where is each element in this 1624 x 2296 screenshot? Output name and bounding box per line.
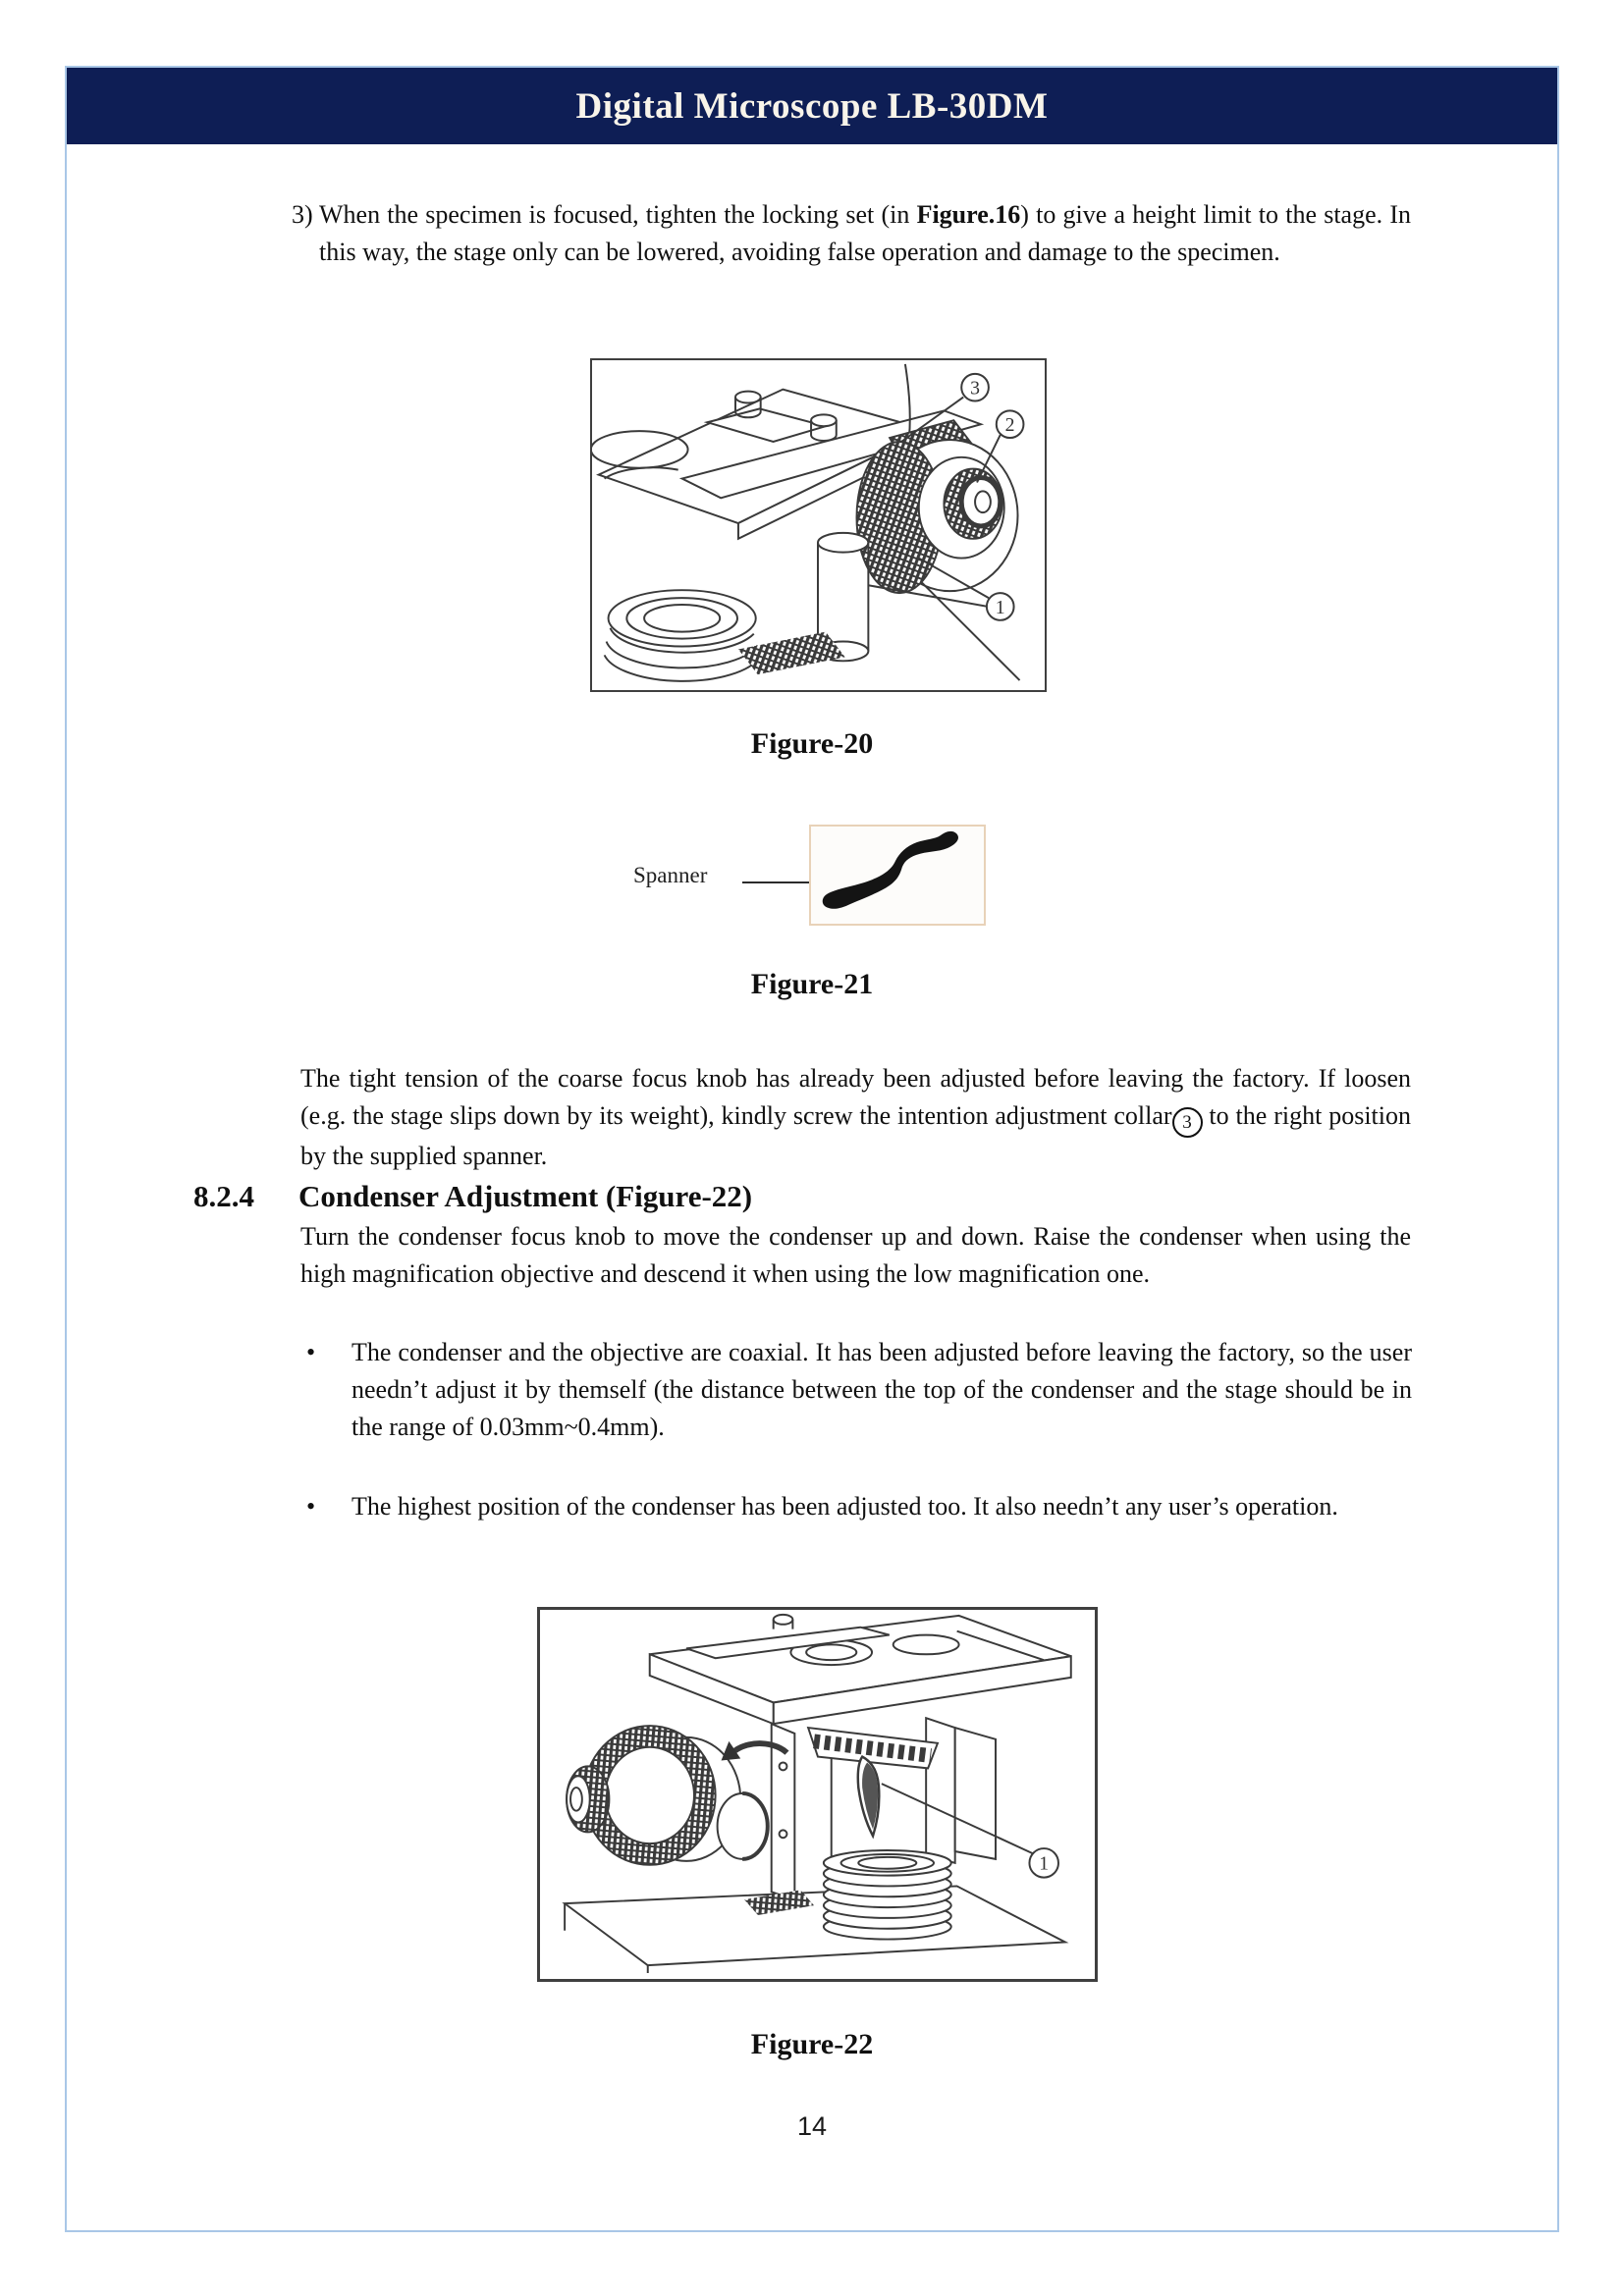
figure-22-caption: Figure-22 bbox=[750, 2028, 874, 2060]
section-title: Condenser Adjustment (Figure-22) bbox=[298, 1179, 753, 1213]
figure-21-image bbox=[809, 825, 986, 926]
bullet-marker: • bbox=[306, 1492, 316, 1521]
figure-20-caption: Figure-20 bbox=[750, 727, 874, 760]
figure-21-caption: Figure-21 bbox=[750, 968, 874, 1000]
figure-20-image bbox=[590, 358, 1047, 692]
bullet-text: The condenser and the objective are coaxial. It has been adjusted before leaving the factory, so the user needn’t adjust it by themself (the distance between the top of the condenser and the stage should be in the range of 0.03mm~0.4mm). bbox=[352, 1338, 1412, 1441]
figure16-reference: Figure.16 bbox=[916, 200, 1021, 229]
tension-text-before: The tight tension of the coarse focus knob has already been adjusted before leaving the factory. If loosen (e.g. the stage slips down by its weight), kindly screw the intention adjustment collar bbox=[300, 1064, 1411, 1130]
numbered-item-text bbox=[319, 196, 1411, 271]
figure-22-drawing bbox=[540, 1610, 1089, 1973]
numbered-item-3 bbox=[292, 196, 1411, 271]
page-number: 14 bbox=[796, 2111, 828, 2141]
svg-text:1: 1 bbox=[1039, 1852, 1050, 1875]
paragraph-condenser: Turn the condenser focus knob to move the condenser up and down. Raise the condenser when using the high magnification objective and descend it when using the low magnification one. bbox=[300, 1222, 1411, 1288]
bullet-marker: • bbox=[306, 1338, 316, 1366]
paragraph-tension bbox=[300, 1060, 1411, 1175]
section-heading-8-2-4 bbox=[193, 1179, 1411, 1214]
item3-text-after: ) to give a height limit to the stage. In this way, the stage only can be lowered, avoiding false operation and damage to the specimen. bbox=[319, 200, 1412, 266]
spanner-label: Spanner bbox=[633, 863, 708, 887]
circled-3-inline: 3 bbox=[1172, 1107, 1203, 1138]
item3-text-before: When the specimen is focused, tighten the locking set (in bbox=[319, 200, 917, 229]
svg-text:2: 2 bbox=[1004, 414, 1015, 437]
tension-text-after: to the right position by the supplied spanner. bbox=[300, 1101, 1411, 1170]
list-marker: 3) bbox=[292, 200, 313, 229]
figure-20-drawing bbox=[592, 360, 1041, 686]
bullet-item-coaxial bbox=[306, 1334, 1412, 1446]
page-frame bbox=[65, 66, 1559, 2232]
svg-text:1: 1 bbox=[995, 596, 1005, 618]
section-number: 8.2.4 bbox=[193, 1179, 254, 1213]
page-title: Digital Microscope LB-30DM bbox=[575, 85, 1049, 127]
bullet-text: The highest position of the condenser has been adjusted too. It also needn’t any user’s operation. bbox=[352, 1492, 1338, 1521]
spanner-drawing bbox=[811, 827, 984, 920]
header-bar bbox=[67, 68, 1557, 144]
bullet-item-highest-position bbox=[306, 1488, 1412, 1525]
svg-text:3: 3 bbox=[970, 377, 980, 400]
figure-22-image bbox=[537, 1607, 1098, 1982]
spanner-silhouette bbox=[823, 831, 958, 909]
